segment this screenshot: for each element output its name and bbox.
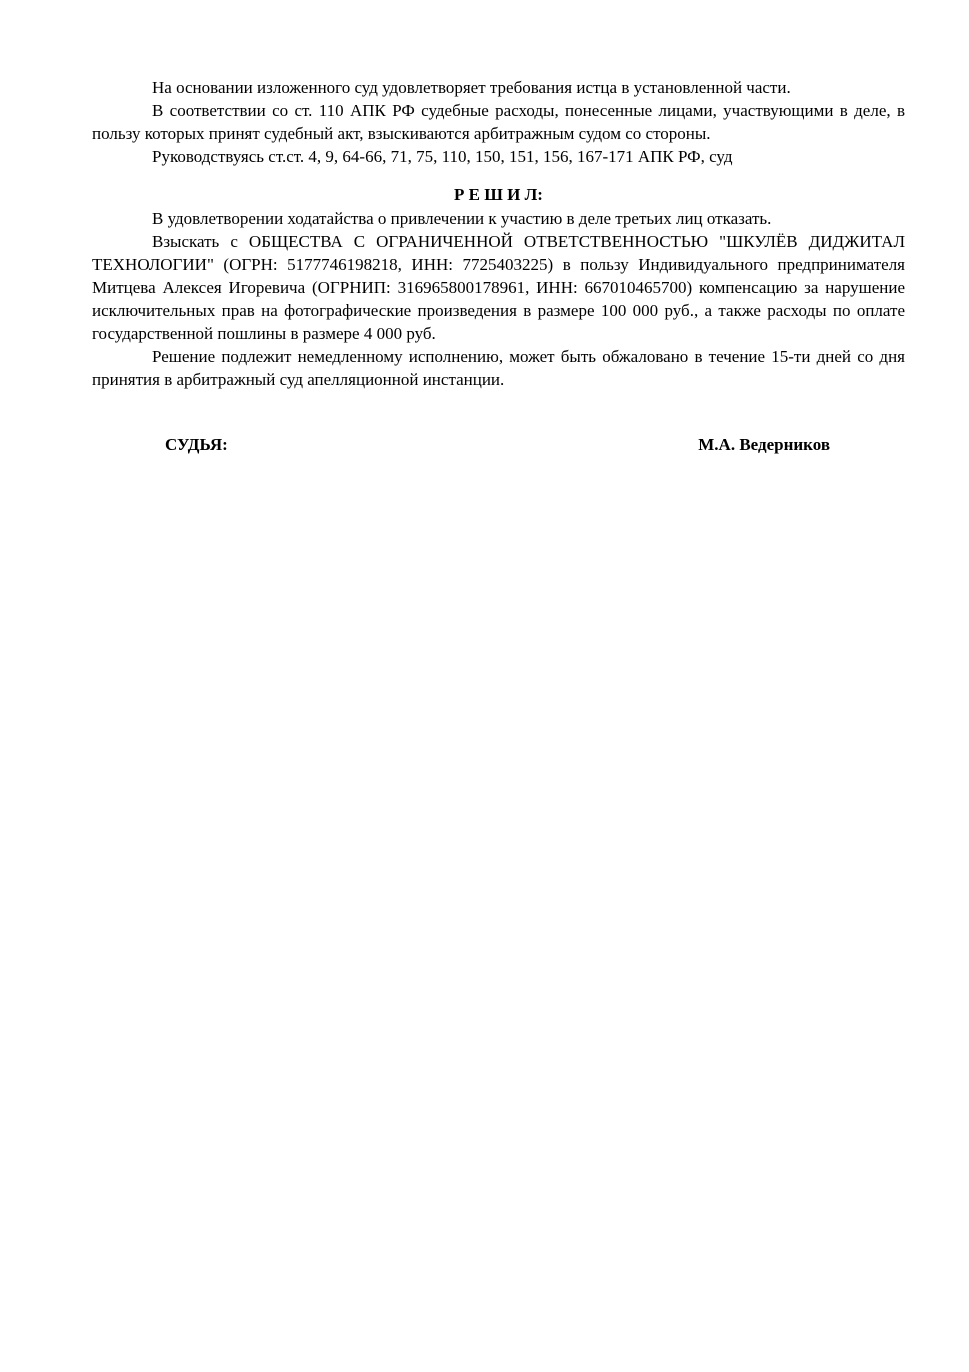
paragraph-execution-appeal: Решение подлежит немедленному исполнению, может быть обжаловано в течение 15-ти дней со дня принятия в арбитражный суд апелляционной инстанции. bbox=[92, 347, 905, 389]
judge-label: СУДЬЯ: bbox=[165, 435, 228, 454]
paragraph-guided-by: Руководствуясь ст.ст. 4, 9, 64-66, 71, 75, 110, 150, 151, 156, 167-171 АПК РФ, суд bbox=[152, 147, 733, 166]
paragraph-basis: На основании изложенного суд удовлетворяет требования истца в установленной части. bbox=[152, 78, 791, 97]
document-content bbox=[92, 76, 905, 456]
paragraph-court-costs: В соответствии со ст. 110 АПК РФ судебные расходы, понесенные лицами, участвующими в деле, в пользу которых принят судебный акт, взыскиваются арбитражным судом со стороны. bbox=[92, 101, 905, 143]
paragraph-third-parties-refusal: В удовлетворении ходатайства о привлечении к участию в деле третьих лиц отказать. bbox=[152, 209, 772, 228]
judge-name: М.А. Ведерников bbox=[698, 435, 830, 454]
signature-row bbox=[92, 433, 905, 456]
paragraph-recovery-order: Взыскать с ОБЩЕСТВА С ОГРАНИЧЕННОЙ ОТВЕТСТВЕННОСТЬЮ "ШКУЛЁВ ДИДЖИТАЛ ТЕХНОЛОГИИ" (ОГРН: 5177746198218, ИНН: 7725403225) в пользу Индивидуального предпринимателя Митцева Алексея Игоревича (ОГРНИП: 316965800178961, ИНН: 667010465700) компенсацию за нарушение исключительных прав на фотографические произведения в размере 100 000 руб., а также расходы по оплате государственной пошлины в размере 4 000 руб. bbox=[92, 232, 905, 343]
resolution-heading: Р Е Ш И Л: bbox=[454, 185, 543, 204]
